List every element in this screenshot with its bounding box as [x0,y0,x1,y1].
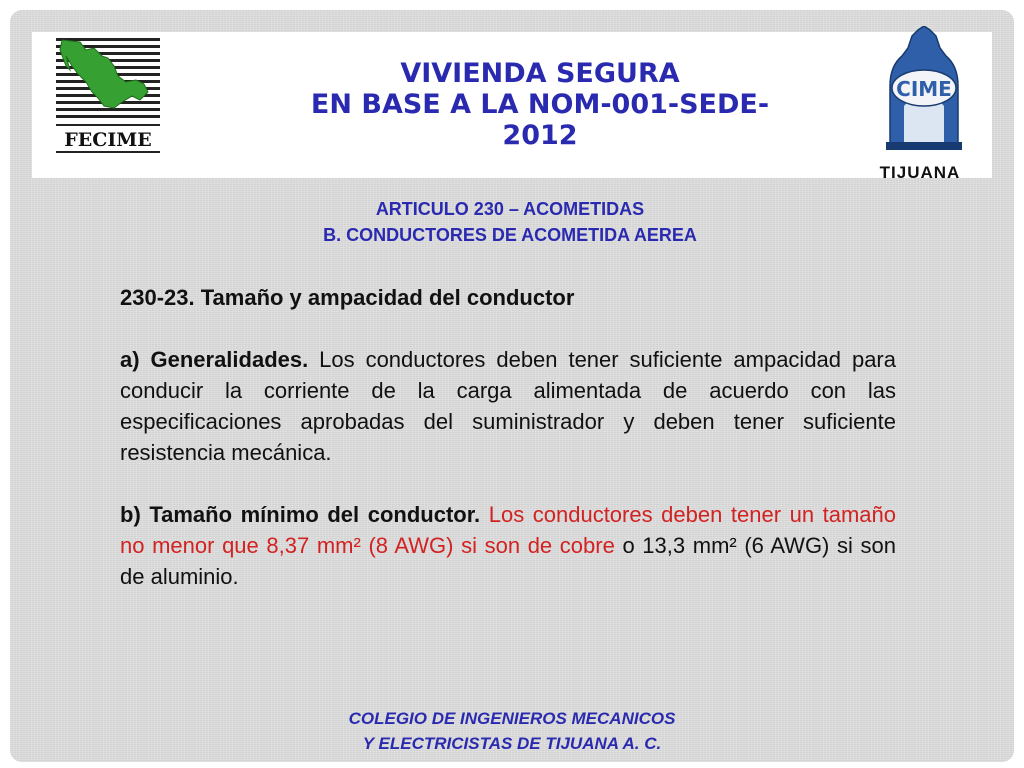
article-heading [180,196,840,248]
cime-logo [872,26,976,154]
page-title [280,58,800,151]
article-heading-line-2: B. CONDUCTORES DE ACOMETIDA AEREA [323,225,697,245]
footer-line-2: Y ELECTRICISTAS DE TIJUANA A. C. [362,734,662,753]
section-title: 230-23. Tamaño y ampacidad del conductor [120,285,575,310]
cime-logo-text: CIME [896,77,952,101]
title-line-2: EN BASE A LA NOM-001-SEDE-2012 [310,89,770,151]
paragraph-b-span-1: o 13,3 mm² (6 AWG) si son de aluminio. [120,533,896,589]
paragraph-b [120,499,896,592]
paragraph-b-lead: b) Tamaño mínimo del conductor. [120,502,481,527]
title-line-1: VIVIENDA SEGURA [400,58,680,89]
paragraph-b-span-0: Los conductores deben tener un tamaño no menor que 8,37 mm² (8 AWG) si son de cobre [120,502,897,558]
slide-body [120,282,896,623]
fecime-logo-text: FECIME [64,129,152,151]
paragraph-a [120,344,896,468]
footer-line-1: COLEGIO DE INGENIEROS MECANICOS [348,709,676,728]
article-heading-line-1: ARTICULO 230 – ACOMETIDAS [375,199,645,219]
paragraph-a-text: Los conductores deben tener suficiente ampacidad para conducir la corriente de la carga alimentada de acuerdo con las especificaciones aprobadas del suministrador y deben tener suficiente resistencia mecánica. [120,347,896,465]
footer [262,706,762,756]
city-label: TIJUANA [879,163,961,182]
paragraph-a-lead: a) Generalidades. [120,347,309,372]
fecime-logo [56,36,160,154]
